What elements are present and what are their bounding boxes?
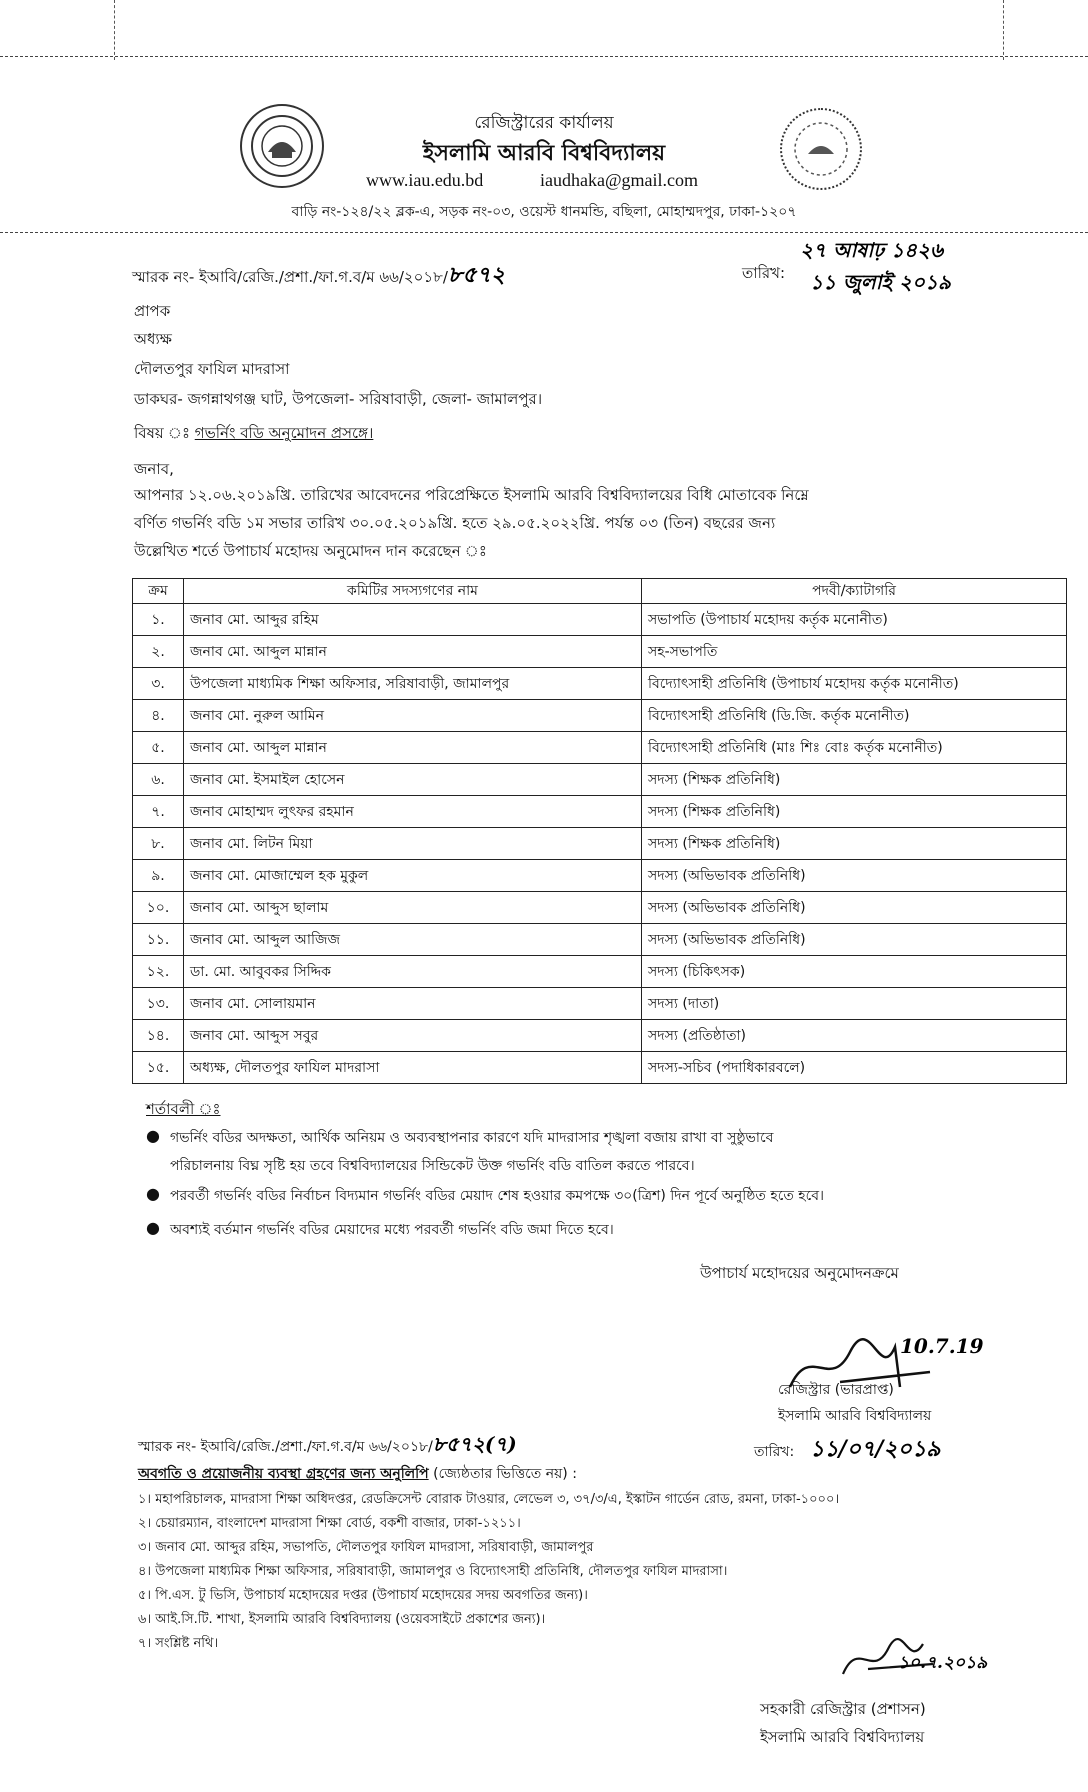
row-name: উপজেলা মাধ্যমিক শিক্ষা অফিসার, সরিষাবাড়ী, জামালপুর xyxy=(184,668,642,700)
signature2-title: সহকারী রেজিস্ট্রার (প্রশাসন) xyxy=(760,1700,926,1718)
row-post: সদস্য (অভিভাবক প্রতিনিধি) xyxy=(642,892,1067,924)
memo-ref xyxy=(132,258,505,295)
row-serial: ৪. xyxy=(133,700,184,732)
copy-ref xyxy=(138,1430,517,1463)
signature2-org: ইসলামি আরবি বিশ্ববিদ্যালয় xyxy=(760,1728,925,1746)
conditions-title: শর্তাবলী ঃ xyxy=(146,1100,221,1118)
body-line-2: বর্ণিত গভর্নিং বডি ১ম সভার তারিখ ৩০.০৫.২০১৯খ্রি. হতে ২৯.০৫.২০২২খ্রি. পর্যন্ত ০৩ (তিন) বছরের জন্য xyxy=(134,514,776,532)
row-post: সদস্য (অভিভাবক প্রতিনিধি) xyxy=(642,924,1067,956)
memo-date-english: ১১ জুলাই ২০১৯ xyxy=(810,270,951,294)
row-post: সদস্য (শিক্ষক প্রতিনিধি) xyxy=(642,828,1067,860)
recipient-designation: অধ্যক্ষ xyxy=(134,330,172,348)
row-serial: ১৪. xyxy=(133,1020,184,1052)
bullet-icon: ● xyxy=(146,1126,160,1145)
row-post: সদস্য (দাতা) xyxy=(642,988,1067,1020)
signature1-title: রেজিস্ট্রার (ভারপ্রাপ্ত) xyxy=(778,1382,894,1398)
list-item: ৪। উপজেলা মাধ্যমিক শিক্ষা অফিসার, সরিষাবাড়ী, জামালপুর ও বিদ্যোৎসাহী প্রতিনিধি, দৌলতপুর ফাযিল মাদরাসা। xyxy=(138,1564,728,1579)
table-row xyxy=(133,1020,1067,1052)
row-serial: ১৩. xyxy=(133,988,184,1020)
header-serial: ক্রম xyxy=(133,579,184,604)
row-serial: ১. xyxy=(133,604,184,636)
memo-date-label: তারিখ: xyxy=(742,264,786,282)
subject-line xyxy=(134,422,373,447)
right-edge-line xyxy=(1003,0,1004,60)
row-post: সদস্য (প্রতিষ্ঠাতা) xyxy=(642,1020,1067,1052)
table-row xyxy=(133,892,1067,924)
memo-ref-number: ৮৫৭২ xyxy=(447,262,506,288)
row-serial: ১২. xyxy=(133,956,184,988)
table-row xyxy=(133,668,1067,700)
row-serial: ৫. xyxy=(133,732,184,764)
row-name: ডা. মো. আবুবকর সিদ্দিক xyxy=(184,956,642,988)
row-name: জনাব মো. মোজাম্মেল হক মুকুল xyxy=(184,860,642,892)
row-serial: ৩. xyxy=(133,668,184,700)
bullet-icon: ● xyxy=(146,1218,160,1237)
memo-date-bangla: ২৭ আষাঢ় ১৪২৬ xyxy=(800,238,943,262)
row-post: সহ-সভাপতি xyxy=(642,636,1067,668)
table-row xyxy=(133,796,1067,828)
row-name: জনাব মো. লিটন মিয়া xyxy=(184,828,642,860)
row-serial: ৯. xyxy=(133,860,184,892)
row-serial: ৮. xyxy=(133,828,184,860)
list-item: ১। মহাপরিচালক, মাদরাসা শিক্ষা অধিদপ্তর, রেডক্রিসেন্ট বোরাক টাওয়ার, লেভেল ৩, ৩৭/৩/এ, ইস্কাটন গার্ডেন রোড, রমনা, ঢাকা-১০০০। xyxy=(138,1492,840,1507)
row-serial: ১১. xyxy=(133,924,184,956)
copy-date-label: তারিখ: xyxy=(754,1444,795,1460)
row-name: জনাব মো. আব্দুস ছালাম xyxy=(184,892,642,924)
row-post: বিদ্যোৎসাহী প্রতিনিধি (উপাচার্য মহোদয় কর্তৃক মনোনীত) xyxy=(642,668,1067,700)
row-name: জনাব মো. আব্দুর রহিম xyxy=(184,604,642,636)
header-address: বাড়ি নং-১২৪/২২ ব্লক-এ, সড়ক নং-০৩, ওয়েস্ট ধানমন্ডি, বছিলা, মোহাম্মদপুর, ঢাকা-১২০৭ xyxy=(291,204,797,220)
row-name: জনাব মো. আব্দুল মান্নান xyxy=(184,636,642,668)
table-row xyxy=(133,828,1067,860)
table-row xyxy=(133,604,1067,636)
row-post: সদস্য (চিকিৎসক) xyxy=(642,956,1067,988)
signature1-scrawl: 10.7.19 xyxy=(900,1334,984,1358)
copy-ref-number: ৮৫৭২(৭) xyxy=(432,1432,517,1456)
body-line-3: উল্লেখিত শর্তে উপাচার্য মহোদয় অনুমোদন দান করেছেন ঃ xyxy=(134,542,487,560)
subject-label: বিষয় ঃ xyxy=(134,424,190,442)
table-row xyxy=(133,1052,1067,1084)
copy-list xyxy=(138,1488,1058,1656)
copy-date-value: ১১/০৭/২০১৯ xyxy=(810,1436,941,1462)
row-post: সভাপতি (উপাচার্য মহোদয় কর্তৃক মনোনীত) xyxy=(642,604,1067,636)
row-serial: ৬. xyxy=(133,764,184,796)
bullet-icon: ● xyxy=(146,1184,160,1203)
condition-3: অবশ্যই বর্তমান গভর্নিং বডির মেয়াদের মধ্যে পরবর্তী গভর্নিং বডি জমা দিতে হবে। xyxy=(170,1222,614,1238)
row-post: সদস্য-সচিব (পদাধিকারবলে) xyxy=(642,1052,1067,1084)
row-serial: ১৫. xyxy=(133,1052,184,1084)
copy-ref-label: স্মারক নং- ইআবি/রেজি./প্রশা./ফা.গ.ব/ম ৬৬/২০১৮/ xyxy=(138,1439,433,1455)
table-row xyxy=(133,924,1067,956)
left-edge-line xyxy=(114,0,115,60)
table-row xyxy=(133,764,1067,796)
header-name: কমিটির সদস্যগণের নাম xyxy=(184,579,642,604)
website-link[interactable]: www.iau.edu.bd xyxy=(366,170,484,190)
recipient-address: ডাকঘর- জগন্নাথগঞ্জ ঘাট, উপজেলা- সরিষাবাড়ী, জেলা- জামালপুর। xyxy=(134,390,543,408)
row-post: বিদ্যোৎসাহী প্রতিনিধি (ডি.জি. কর্তৃক মনোনীত) xyxy=(642,700,1067,732)
list-item: ৩। জনাব মো. আব্দুর রহিম, সভাপতি, দৌলতপুর ফাযিল মাদরাসা, সরিষাবাড়ী, জামালপুর xyxy=(138,1540,594,1555)
list-item: ৬। আই.সি.টি. শাখা, ইসলামি আরবি বিশ্ববিদ্যালয় (ওয়েবসাইটে প্রকাশের জন্য)। xyxy=(138,1612,546,1627)
email-link[interactable]: iaudhaka@gmail.com xyxy=(540,170,699,190)
header-post: পদবী/ক্যাটাগরি xyxy=(642,579,1067,604)
list-item: ৫। পি.এস. টু ভিসি, উপাচার্য মহোদয়ের দপ্তর (উপাচার্য মহোদয়ের সদয় অবগতির জন্য)। xyxy=(138,1588,588,1603)
row-name: জনাব মো. নুরুল আমিন xyxy=(184,700,642,732)
office-name: রেজিস্ট্রারের কার্যালয় xyxy=(474,113,614,133)
row-post: সদস্য (শিক্ষক প্রতিনিধি) xyxy=(642,796,1067,828)
row-serial: ৭. xyxy=(133,796,184,828)
committee-header-row xyxy=(133,579,1067,604)
table-row xyxy=(133,732,1067,764)
recipient-institution: দৌলতপুর ফাযিল মাদরাসা xyxy=(134,360,290,378)
salutation: জনাব, xyxy=(134,460,174,478)
top-dashed-line xyxy=(0,56,1088,57)
table-row xyxy=(133,956,1067,988)
row-name: জনাব মো. আব্দুল মান্নান xyxy=(184,732,642,764)
condition-1-line-1: গভর্নিং বডির অদক্ষতা, আর্থিক অনিয়ম ও অব্যবস্থাপনার কারণে যদি মাদরাসার শৃঙ্খলা বজায় রাখা বা সুষ্ঠুভাবে xyxy=(170,1130,774,1146)
signature1-org: ইসলামি আরবি বিশ্ববিদ্যালয় xyxy=(778,1408,932,1424)
list-item: ২। চেয়ারম্যান, বাংলাদেশ মাদরাসা শিক্ষা বোর্ড, বকশী বাজার, ঢাকা-১২১১। xyxy=(138,1516,521,1531)
university-name: ইসলামি আরবি বিশ্ববিদ্যালয় xyxy=(422,141,666,166)
subject-text: গভর্নিং বডি অনুমোদন প্রসঙ্গে। xyxy=(194,424,374,442)
table-row xyxy=(133,988,1067,1020)
committee-table xyxy=(132,578,1067,1084)
row-name: অধ্যক্ষ, দৌলতপুর ফাযিল মাদরাসা xyxy=(184,1052,642,1084)
condition-1-line-2: পরিচালনায় বিঘ্ন সৃষ্টি হয় তবে বিশ্ববিদ্যালয়ের সিন্ডিকেট উক্ত গভর্নিং বডি বাতিল করতে পারবে। xyxy=(170,1158,695,1174)
table-row xyxy=(133,636,1067,668)
row-serial: ১০. xyxy=(133,892,184,924)
approval-note: উপাচার্য মহোদয়ের অনুমোদনক্রমে xyxy=(700,1264,899,1282)
row-post: সদস্য (অভিভাবক প্রতিনিধি) xyxy=(642,860,1067,892)
table-row xyxy=(133,860,1067,892)
memo-ref-label: স্মারক নং- ইআবি/রেজি./প্রশা./ফা.গ.ব/ম ৬৬/২০১৮/ xyxy=(132,268,448,286)
row-name: জনাব মো. আব্দুস সবুর xyxy=(184,1020,642,1052)
recipient-label: প্রাপক xyxy=(134,302,171,320)
row-name: জনাব মো. সোলায়মান xyxy=(184,988,642,1020)
header-divider xyxy=(0,232,1088,233)
row-name: জনাব মোহাম্মদ লুৎফর রহমান xyxy=(184,796,642,828)
signature2-scrawl: ১০.৭.২০১৯ xyxy=(898,1653,988,1673)
row-serial: ২. xyxy=(133,636,184,668)
copy-heading: অবগতি ও প্রয়োজনীয় ব্যবস্থা গ্রহণের জন্য অনুলিপি (জ্যেষ্ঠতার ভিত্তিতে নয়) : xyxy=(138,1466,577,1482)
row-name: জনাব মো. আব্দুল আজিজ xyxy=(184,924,642,956)
condition-2: পরবর্তী গভর্নিং বডির নির্বাচন বিদ্যমান গভর্নিং বডির মেয়াদ শেষ হওয়ার কমপক্ষে ৩০(ত্রিশ) দিন পূর্বে অনুষ্ঠিত হতে হবে। xyxy=(170,1188,825,1204)
row-post: সদস্য (শিক্ষক প্রতিনিধি) xyxy=(642,764,1067,796)
table-row xyxy=(133,700,1067,732)
body-line-1: আপনার ১২.০৬.২০১৯খ্রি. তারিখের আবেদনের পরিপ্রেক্ষিতে ইসলামি আরবি বিশ্ববিদ্যালয়ের বিধি মোতাবেক নিম্নে xyxy=(134,486,809,504)
list-item: ৭। সংশ্লিষ্ট নথি। xyxy=(138,1636,219,1651)
row-name: জনাব মো. ইসমাইল হোসেন xyxy=(184,764,642,796)
row-post: বিদ্যোৎসাহী প্রতিনিধি (মাঃ শিঃ বোঃ কর্তৃক মনোনীত) xyxy=(642,732,1067,764)
